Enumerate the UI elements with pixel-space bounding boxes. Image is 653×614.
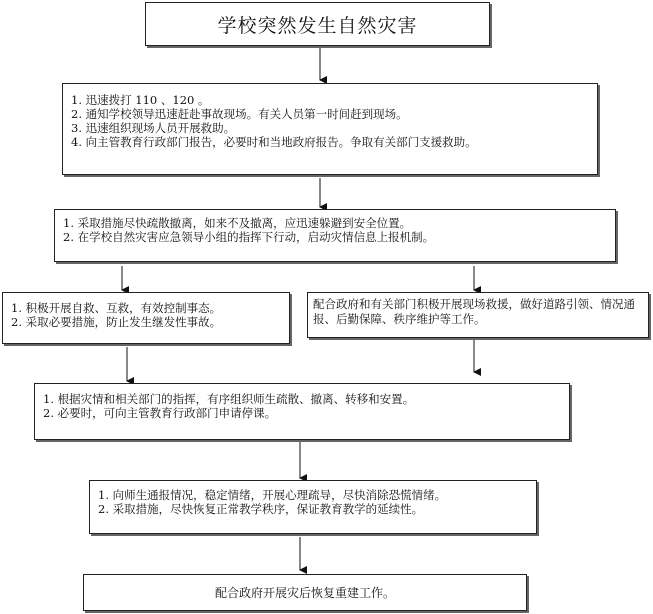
step2-item-1: 1. 采取措施尽快疏散撤离，如来不及撤离，应迅速躲避到安全位置。 [63,216,412,230]
final-text: 配合政府开展灾后恢复重建工作。 [214,586,395,600]
step1-item-3: 3. 迅速组织现场人员开展救助。 [71,121,236,135]
step2-item-2: 2. 在学校自然灾害应急领导小组的指挥下行动，启动灾情信息上报机制。 [63,230,435,244]
step2-box [54,209,616,262]
final-box [83,574,527,611]
step5-box [89,480,537,534]
diagram-title: 学校突然发生自然灾害 [217,14,418,37]
step3-right-box [307,292,649,338]
step3-left-box [2,292,290,344]
step1-item-2: 2. 通知学校领导迅速赶赴事故现场。有关人员第一时间赶到现场。 [71,107,408,121]
step5-item-2: 2. 采取措施，尽快恢复正常教学秩序，保证教育教学的延续性。 [98,502,424,516]
step1-box [62,83,598,175]
step4-item-2: 2. 必要时，可向主管教育行政部门申请停课。 [43,406,277,420]
step4-box [34,383,570,440]
title-box [145,2,490,46]
step4-item-1: 1. 根据灾情和相关部门的指挥，有序组织师生疏散、撤离、转移和安置。 [43,392,415,406]
step5-item-1: 1. 向师生通报情况，稳定情绪，开展心理疏导，尽快消除恐慌情绪。 [98,488,447,502]
step3-left-item-1: 1. 积极开展自救、互救，有效控制事态。 [11,301,222,315]
step3-left-item-2: 2. 采取必要措施，防止发生继发性事故。 [11,315,222,329]
step3-right-text: 配合政府和有关部门积极开展现场救援，做好道路引领、情况通报、后勤保障、秩序维护等工作。 [313,297,635,326]
step1-item-4: 4. 向主管教育行政部门报告，必要时和当地政府报告。争取有关部门支援救助。 [71,135,477,149]
step1-item-1: 1. 迅速拨打 110 、120 。 [71,93,210,107]
